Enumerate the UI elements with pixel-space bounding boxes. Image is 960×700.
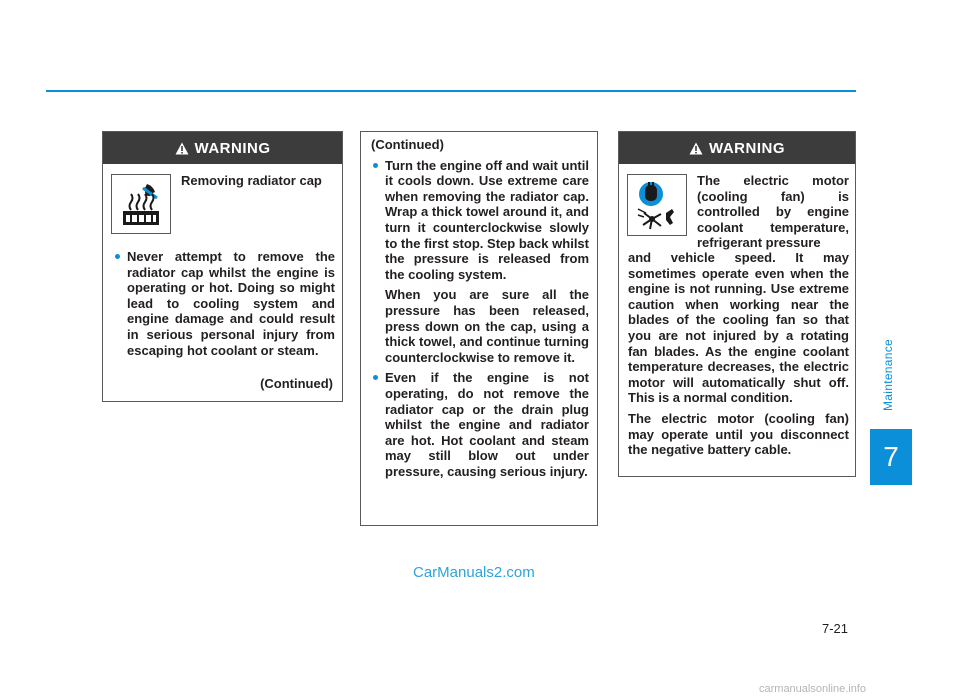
paragraph: and vehicle speed. It may sometimes operate even when the engine is not running. Use extreme caution when working near the blades of the cooling fan so that you are not injured by a rotating fan blades. As the engine coolant temperature decreases, the electric motor will automatically shut off. This is a normal condition. <box>628 250 849 406</box>
warning-header <box>103 132 342 164</box>
warning-list <box>113 249 335 358</box>
section-label: Maintenance <box>881 338 896 412</box>
paragraph: The electric motor (cooling fan) may operate until you disconnect the negative battery cable. <box>628 410 849 458</box>
electric-fan-hand-icon <box>627 174 687 236</box>
radiator-hot-icon <box>111 174 171 234</box>
page-number: 7-21 <box>822 621 849 636</box>
list-item: Never attempt to remove the radiator cap whilst the engine is operating or hot. Doing so might lead to cooling system and engine damage and could result in serious personal injury from escaping hot coolant or steam. <box>113 249 335 358</box>
footer-watermark: carmanualsonline.info <box>759 683 867 695</box>
warning-panel-cooling-fan <box>618 131 856 477</box>
paragraph: The electric motor (cooling fan) is controlled by engine coolant temperature, refrigerant pressure <box>697 173 849 251</box>
warning-title: Removing radiator cap <box>181 173 322 188</box>
warning-header-label: WARNING <box>709 139 785 157</box>
list-item: Turn the engine off and wait until it cools down. Use extreme care when removing the radiator cap. Wrap a thick towel around it, and turn it counterclockwise slowly to the first stop. Step back whilst the pressure is released from the cooling system. <box>371 158 589 283</box>
chapter-tab: 7 <box>870 429 912 485</box>
warning-intro <box>697 173 849 251</box>
warning-triangle-icon <box>175 142 189 155</box>
list-item: Even if the engine is not operating, do not remove the radiator cap or the drain plug whilst the engine and radiator are hot. Hot coolant and steam may still blow out under pressure, causing serious injury. <box>371 370 589 479</box>
warning-body <box>371 137 589 479</box>
watermark: CarManuals2.com <box>413 564 535 581</box>
warning-triangle-icon <box>689 142 703 155</box>
warning-body <box>628 250 849 458</box>
list-item-followup: When you are sure all the pressure has been released, press down on the cap, using a thick towel, and continue turning counterclockwise to remove it. <box>385 287 589 365</box>
warning-header-label: WARNING <box>194 139 271 157</box>
continued-label: (Continued) <box>371 137 444 152</box>
continued-label: (Continued) <box>260 376 333 391</box>
warning-header <box>619 132 855 164</box>
warning-panel-continued <box>360 131 598 526</box>
header-rule <box>46 90 856 92</box>
warning-panel-radiator <box>102 131 343 402</box>
